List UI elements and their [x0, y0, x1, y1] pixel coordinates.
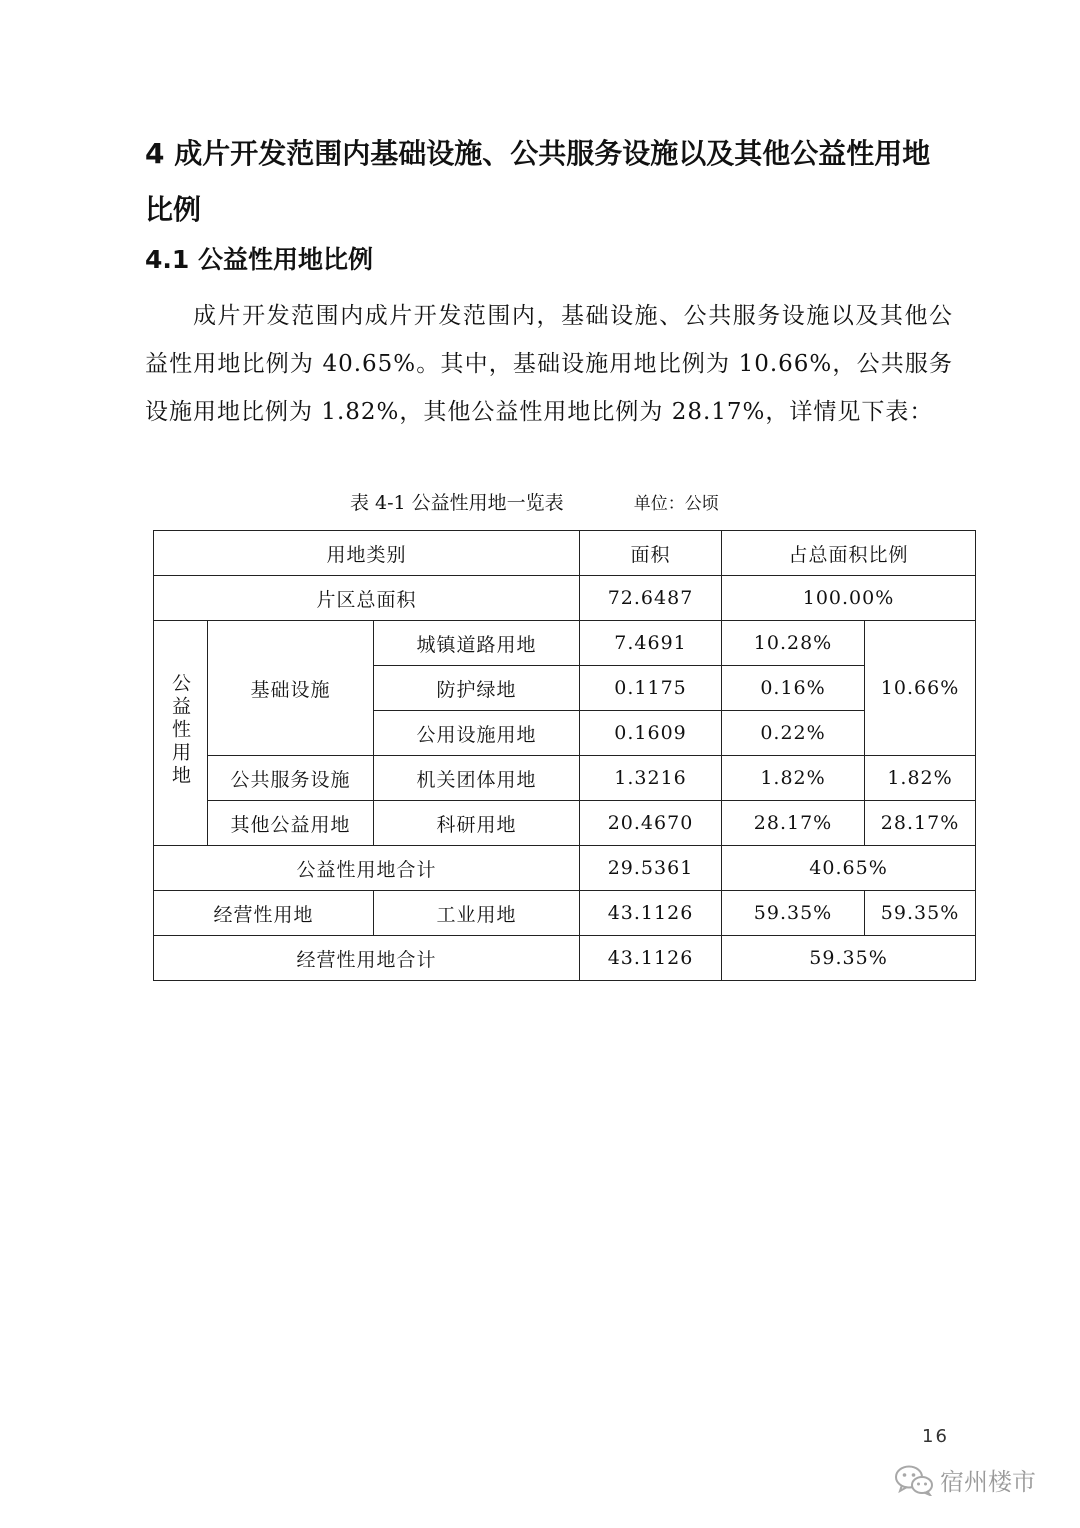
- body-paragraph: 成片开发范围内成片开发范围内，基础设施、公共服务设施以及其他公益性用地比例为 40.65%。其中，基础设施用地比例为 10.66%，公共服务设施用地比例为 1.82%，其他公益性用地比例为 28.17%，详情见下表：: [145, 303, 953, 425]
- commercial-label: 经营性用地: [154, 891, 374, 936]
- public-total-area: 29.5361: [580, 846, 722, 891]
- commercial-subtotal: 59.35%: [865, 891, 976, 936]
- section-heading: 4 成片开发范围内基础设施、公共服务设施以及其他公益性用地比例: [145, 137, 931, 226]
- other-label: 其他公益用地: [208, 801, 374, 846]
- header-area: 面积: [580, 531, 722, 576]
- infra-label: 基础设施: [208, 621, 374, 756]
- row-area: 1.3216: [580, 756, 722, 801]
- row-ratio: 0.22%: [722, 711, 865, 756]
- commercial-total-label: 经营性用地合计: [154, 936, 580, 981]
- row-ratio: 10.28%: [722, 621, 865, 666]
- row-ratio: 1.82%: [722, 756, 865, 801]
- table-header-row: [154, 531, 976, 576]
- row-name: 机关团体用地: [374, 756, 580, 801]
- table-caption: [350, 488, 719, 519]
- watermark-text: 宿州楼市: [940, 1468, 1036, 1496]
- land-use-table: [153, 530, 976, 981]
- row-name: 防护绿地: [374, 666, 580, 711]
- row-name: 公用设施用地: [374, 711, 580, 756]
- row-area: 7.4691: [580, 621, 722, 666]
- table-title: 表 4-1 公益性用地一览表: [350, 492, 564, 514]
- row-name: 工业用地: [374, 891, 580, 936]
- page-number: 16: [922, 1426, 949, 1447]
- service-label: 公共服务设施: [208, 756, 374, 801]
- row-ratio: 28.17%: [722, 801, 865, 846]
- other-subtotal: 28.17%: [865, 801, 976, 846]
- table-row: [154, 756, 976, 801]
- total-label: 片区总面积: [154, 576, 580, 621]
- header-ratio: 占总面积比例: [722, 531, 976, 576]
- public-land-label: 公益性用地: [169, 673, 191, 788]
- subsection-heading: 4.1 公益性用地比例: [145, 245, 373, 274]
- watermark: [894, 1462, 1036, 1497]
- table-unit: 单位：公顷: [633, 494, 719, 514]
- table-row-public-total: [154, 846, 976, 891]
- table-row-commercial-total: [154, 936, 976, 981]
- row-name: 科研用地: [374, 801, 580, 846]
- service-subtotal: 1.82%: [865, 756, 976, 801]
- total-ratio: 100.00%: [722, 576, 976, 621]
- public-total-label: 公益性用地合计: [154, 846, 580, 891]
- table-row: [154, 621, 976, 666]
- row-area: 0.1609: [580, 711, 722, 756]
- wechat-icon: [894, 1464, 934, 1496]
- table-row: [154, 801, 976, 846]
- row-name: 城镇道路用地: [374, 621, 580, 666]
- table-row: [154, 891, 976, 936]
- header-category: 用地类别: [154, 531, 580, 576]
- infra-subtotal: 10.66%: [865, 621, 976, 756]
- row-ratio: 59.35%: [722, 891, 865, 936]
- commercial-total-ratio: 59.35%: [722, 936, 976, 981]
- row-ratio: 0.16%: [722, 666, 865, 711]
- row-area: 43.1126: [580, 891, 722, 936]
- row-area: 20.4670: [580, 801, 722, 846]
- public-total-ratio: 40.65%: [722, 846, 976, 891]
- total-area: 72.6487: [580, 576, 722, 621]
- public-land-group-label: [154, 621, 208, 846]
- row-area: 0.1175: [580, 666, 722, 711]
- table-row-total: [154, 576, 976, 621]
- commercial-total-area: 43.1126: [580, 936, 722, 981]
